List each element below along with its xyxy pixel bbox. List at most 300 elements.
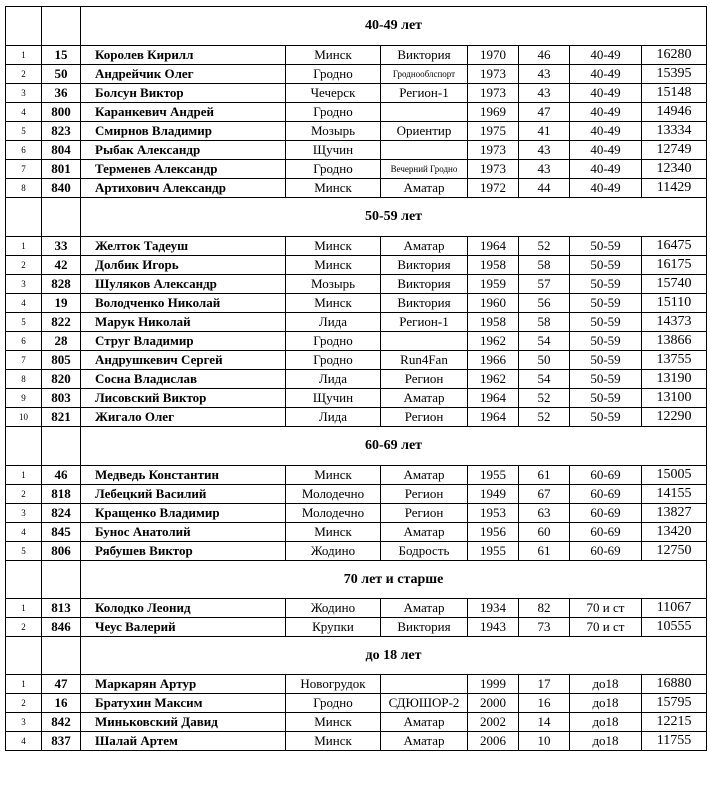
score-cell: 16280 [642,46,707,65]
age-cell: 67 [519,485,570,504]
bib-cell: 16 [42,694,81,713]
name-cell: Терменев Александр [81,160,286,179]
club-cell: Виктория [381,294,468,313]
name-cell: Струг Владимир [81,332,286,351]
score-cell: 13420 [642,523,707,542]
score-cell: 12215 [642,713,707,732]
table-row [6,732,707,751]
year-cell: 1973 [468,84,519,103]
group-header-blank [42,637,81,675]
club-cell: Run4Fan [381,351,468,370]
year-cell: 1962 [468,332,519,351]
club-cell: Вечерний Гродно [381,160,468,179]
bib-cell: 828 [42,275,81,294]
club-cell: Регион [381,485,468,504]
table-row [6,408,707,427]
group-header-blank [6,427,42,466]
bib-cell: 19 [42,294,81,313]
group-header-blank [42,198,81,237]
results-body [6,7,707,751]
bib-cell: 800 [42,103,81,122]
place-cell: 10 [6,408,42,427]
cat-cell: до18 [570,675,642,694]
bib-cell: 845 [42,523,81,542]
table-row [6,103,707,122]
year-cell: 1956 [468,523,519,542]
city-cell: Минск [286,713,381,732]
place-cell: 4 [6,294,42,313]
age-cell: 43 [519,141,570,160]
place-cell: 4 [6,523,42,542]
cat-cell: 50-59 [570,389,642,408]
cat-cell: 40-49 [570,122,642,141]
club-cell: Регион [381,408,468,427]
table-row [6,141,707,160]
year-cell: 1934 [468,599,519,618]
age-cell: 60 [519,523,570,542]
city-cell: Минск [286,256,381,275]
name-cell: Чеус Валерий [81,618,286,637]
year-cell: 1962 [468,370,519,389]
table-row [6,237,707,256]
cat-cell: 50-59 [570,275,642,294]
table-row [6,466,707,485]
year-cell: 2002 [468,713,519,732]
cat-cell: 40-49 [570,46,642,65]
group-header-blank [6,7,42,46]
table-row [6,713,707,732]
score-cell: 14373 [642,313,707,332]
name-cell: Володченко Николай [81,294,286,313]
age-cell: 50 [519,351,570,370]
club-cell: Аматар [381,523,468,542]
cat-cell: 40-49 [570,65,642,84]
city-cell: Минск [286,294,381,313]
cat-cell: 50-59 [570,237,642,256]
city-cell: Гродно [286,332,381,351]
age-cell: 46 [519,46,570,65]
age-cell: 73 [519,618,570,637]
name-cell: Артихович Александр [81,179,286,198]
bib-cell: 36 [42,84,81,103]
year-cell: 1959 [468,275,519,294]
group-header-blank [42,561,81,599]
score-cell: 15148 [642,84,707,103]
city-cell: Лида [286,370,381,389]
cat-cell: 60-69 [570,523,642,542]
group-header-row [6,7,707,46]
city-cell: Гродно [286,694,381,713]
city-cell: Щучин [286,389,381,408]
year-cell: 1958 [468,256,519,275]
year-cell: 1970 [468,46,519,65]
bib-cell: 801 [42,160,81,179]
place-cell: 5 [6,122,42,141]
bib-cell: 47 [42,675,81,694]
city-cell: Жодино [286,599,381,618]
bib-cell: 33 [42,237,81,256]
bib-cell: 846 [42,618,81,637]
table-row [6,179,707,198]
score-cell: 12290 [642,408,707,427]
year-cell: 1964 [468,408,519,427]
city-cell: Минск [286,46,381,65]
table-row [6,160,707,179]
year-cell: 2006 [468,732,519,751]
name-cell: Андрушкевич Сергей [81,351,286,370]
age-cell: 17 [519,675,570,694]
age-cell: 10 [519,732,570,751]
year-cell: 1999 [468,675,519,694]
place-cell: 3 [6,275,42,294]
group-header-row [6,561,707,599]
club-cell: Виктория [381,46,468,65]
group-title: 50-59 лет [81,198,707,237]
group-header-row [6,637,707,675]
place-cell: 2 [6,694,42,713]
place-cell: 1 [6,237,42,256]
club-cell: Аматар [381,713,468,732]
city-cell: Молодечно [286,504,381,523]
score-cell: 13755 [642,351,707,370]
age-cell: 41 [519,122,570,141]
city-cell: Чечерск [286,84,381,103]
club-cell [381,332,468,351]
place-cell: 6 [6,141,42,160]
bib-cell: 840 [42,179,81,198]
score-cell: 15005 [642,466,707,485]
cat-cell: 50-59 [570,408,642,427]
bib-cell: 813 [42,599,81,618]
name-cell: Рыбак Александр [81,141,286,160]
place-cell: 3 [6,713,42,732]
bib-cell: 42 [42,256,81,275]
bib-cell: 823 [42,122,81,141]
place-cell: 2 [6,485,42,504]
name-cell: Желток Тадеуш [81,237,286,256]
group-header-blank [42,427,81,466]
group-header-blank [42,7,81,46]
score-cell: 16175 [642,256,707,275]
table-row [6,256,707,275]
place-cell: 1 [6,46,42,65]
group-title: 40-49 лет [81,7,707,46]
age-cell: 54 [519,370,570,389]
score-cell: 14946 [642,103,707,122]
name-cell: Болсун Виктор [81,84,286,103]
age-cell: 44 [519,179,570,198]
table-row [6,84,707,103]
age-cell: 61 [519,542,570,561]
place-cell: 3 [6,84,42,103]
club-cell [381,103,468,122]
age-cell: 63 [519,504,570,523]
score-cell: 15395 [642,65,707,84]
score-cell: 14155 [642,485,707,504]
score-cell: 13334 [642,122,707,141]
table-row [6,694,707,713]
cat-cell: 40-49 [570,103,642,122]
results-table [5,6,707,751]
city-cell: Крупки [286,618,381,637]
cat-cell: до18 [570,694,642,713]
cat-cell: 40-49 [570,141,642,160]
club-cell: Аматар [381,466,468,485]
cat-cell: 40-49 [570,160,642,179]
name-cell: Долбик Игорь [81,256,286,275]
age-cell: 57 [519,275,570,294]
club-cell: Регион-1 [381,84,468,103]
name-cell: Жигало Олег [81,408,286,427]
bib-cell: 803 [42,389,81,408]
group-title: 60-69 лет [81,427,707,466]
group-header-row [6,198,707,237]
cat-cell: 40-49 [570,84,642,103]
place-cell: 1 [6,675,42,694]
club-cell: Аматар [381,599,468,618]
place-cell: 8 [6,179,42,198]
place-cell: 7 [6,351,42,370]
bib-cell: 820 [42,370,81,389]
table-row [6,542,707,561]
bib-cell: 804 [42,141,81,160]
city-cell: Мозырь [286,122,381,141]
place-cell: 7 [6,160,42,179]
city-cell: Жодино [286,542,381,561]
name-cell: Лисовский Виктор [81,389,286,408]
age-cell: 61 [519,466,570,485]
place-cell: 8 [6,370,42,389]
place-cell: 4 [6,103,42,122]
bib-cell: 50 [42,65,81,84]
name-cell: Кращенко Владимир [81,504,286,523]
age-cell: 58 [519,313,570,332]
score-cell: 11067 [642,599,707,618]
year-cell: 1949 [468,485,519,504]
place-cell: 2 [6,65,42,84]
bib-cell: 842 [42,713,81,732]
club-cell: Аматар [381,732,468,751]
score-cell: 12340 [642,160,707,179]
name-cell: Смирнов Владимир [81,122,286,141]
group-header-row [6,427,707,466]
city-cell: Мозырь [286,275,381,294]
club-cell [381,141,468,160]
cat-cell: 70 и ст [570,618,642,637]
group-title: до 18 лет [81,637,707,675]
city-cell: Гродно [286,65,381,84]
age-cell: 14 [519,713,570,732]
table-row [6,46,707,65]
table-row [6,675,707,694]
cat-cell: до18 [570,713,642,732]
city-cell: Минск [286,732,381,751]
bib-cell: 28 [42,332,81,351]
name-cell: Маркарян Артур [81,675,286,694]
year-cell: 1943 [468,618,519,637]
year-cell: 1973 [468,160,519,179]
name-cell: Братухин Максим [81,694,286,713]
cat-cell: 50-59 [570,256,642,275]
name-cell: Колодко Леонид [81,599,286,618]
score-cell: 12750 [642,542,707,561]
year-cell: 1969 [468,103,519,122]
table-row [6,313,707,332]
age-cell: 52 [519,389,570,408]
bib-cell: 821 [42,408,81,427]
age-cell: 43 [519,84,570,103]
cat-cell: 50-59 [570,370,642,389]
age-cell: 56 [519,294,570,313]
year-cell: 2000 [468,694,519,713]
bib-cell: 46 [42,466,81,485]
place-cell: 3 [6,504,42,523]
bib-cell: 837 [42,732,81,751]
name-cell: Шалай Артем [81,732,286,751]
year-cell: 1972 [468,179,519,198]
club-cell: СДЮШОР-2 [381,694,468,713]
place-cell: 1 [6,599,42,618]
score-cell: 15110 [642,294,707,313]
table-row [6,332,707,351]
bib-cell: 818 [42,485,81,504]
name-cell: Миньковский Давид [81,713,286,732]
club-cell: Регион-1 [381,313,468,332]
city-cell: Гродно [286,351,381,370]
age-cell: 16 [519,694,570,713]
place-cell: 1 [6,466,42,485]
name-cell: Андрейчик Олег [81,65,286,84]
place-cell: 2 [6,618,42,637]
score-cell: 13190 [642,370,707,389]
year-cell: 1966 [468,351,519,370]
group-title: 70 лет и старше [81,561,707,599]
name-cell: Королев Кирилл [81,46,286,65]
age-cell: 43 [519,160,570,179]
age-cell: 82 [519,599,570,618]
score-cell: 13866 [642,332,707,351]
club-cell: Аматар [381,389,468,408]
score-cell: 10555 [642,618,707,637]
cat-cell: 50-59 [570,294,642,313]
age-cell: 52 [519,408,570,427]
city-cell: Лида [286,408,381,427]
place-cell: 6 [6,332,42,351]
club-cell: Виктория [381,256,468,275]
city-cell: Гродно [286,160,381,179]
club-cell: Бодрость [381,542,468,561]
name-cell: Медведь Константин [81,466,286,485]
place-cell: 2 [6,256,42,275]
age-cell: 47 [519,103,570,122]
year-cell: 1964 [468,389,519,408]
bib-cell: 805 [42,351,81,370]
city-cell: Щучин [286,141,381,160]
age-cell: 58 [519,256,570,275]
table-row [6,485,707,504]
cat-cell: 50-59 [570,313,642,332]
club-cell: Аматар [381,179,468,198]
table-row [6,504,707,523]
club-cell: Ориентир [381,122,468,141]
age-cell: 52 [519,237,570,256]
score-cell: 12749 [642,141,707,160]
name-cell: Рябушев Виктор [81,542,286,561]
year-cell: 1953 [468,504,519,523]
cat-cell: 40-49 [570,179,642,198]
club-cell: Виктория [381,618,468,637]
table-row [6,65,707,84]
table-row [6,370,707,389]
city-cell: Минск [286,237,381,256]
year-cell: 1955 [468,466,519,485]
bib-cell: 822 [42,313,81,332]
age-cell: 43 [519,65,570,84]
club-cell: Виктория [381,275,468,294]
table-row [6,389,707,408]
year-cell: 1973 [468,141,519,160]
cat-cell: 60-69 [570,485,642,504]
group-header-blank [6,198,42,237]
score-cell: 15795 [642,694,707,713]
city-cell: Гродно [286,103,381,122]
place-cell: 4 [6,732,42,751]
city-cell: Лида [286,313,381,332]
name-cell: Марук Николай [81,313,286,332]
club-cell: Регион [381,370,468,389]
year-cell: 1958 [468,313,519,332]
score-cell: 16880 [642,675,707,694]
name-cell: Сосна Владислав [81,370,286,389]
cat-cell: 60-69 [570,504,642,523]
name-cell: Бунос Анатолий [81,523,286,542]
score-cell: 11429 [642,179,707,198]
bib-cell: 806 [42,542,81,561]
score-cell: 11755 [642,732,707,751]
cat-cell: 60-69 [570,542,642,561]
cat-cell: до18 [570,732,642,751]
city-cell: Минск [286,466,381,485]
group-header-blank [6,561,42,599]
year-cell: 1955 [468,542,519,561]
group-header-blank [6,637,42,675]
place-cell: 5 [6,313,42,332]
table-row [6,599,707,618]
table-row [6,294,707,313]
score-cell: 15740 [642,275,707,294]
club-cell: Регион [381,504,468,523]
bib-cell: 824 [42,504,81,523]
name-cell: Каранкевич Андрей [81,103,286,122]
city-cell: Минск [286,523,381,542]
club-cell: Аматар [381,237,468,256]
city-cell: Минск [286,179,381,198]
cat-cell: 70 и ст [570,599,642,618]
cat-cell: 50-59 [570,332,642,351]
cat-cell: 50-59 [570,351,642,370]
age-cell: 54 [519,332,570,351]
club-cell [381,675,468,694]
bib-cell: 15 [42,46,81,65]
name-cell: Шуляков Александр [81,275,286,294]
place-cell: 5 [6,542,42,561]
score-cell: 13827 [642,504,707,523]
score-cell: 13100 [642,389,707,408]
name-cell: Лебецкий Василий [81,485,286,504]
score-cell: 16475 [642,237,707,256]
cat-cell: 60-69 [570,466,642,485]
year-cell: 1975 [468,122,519,141]
